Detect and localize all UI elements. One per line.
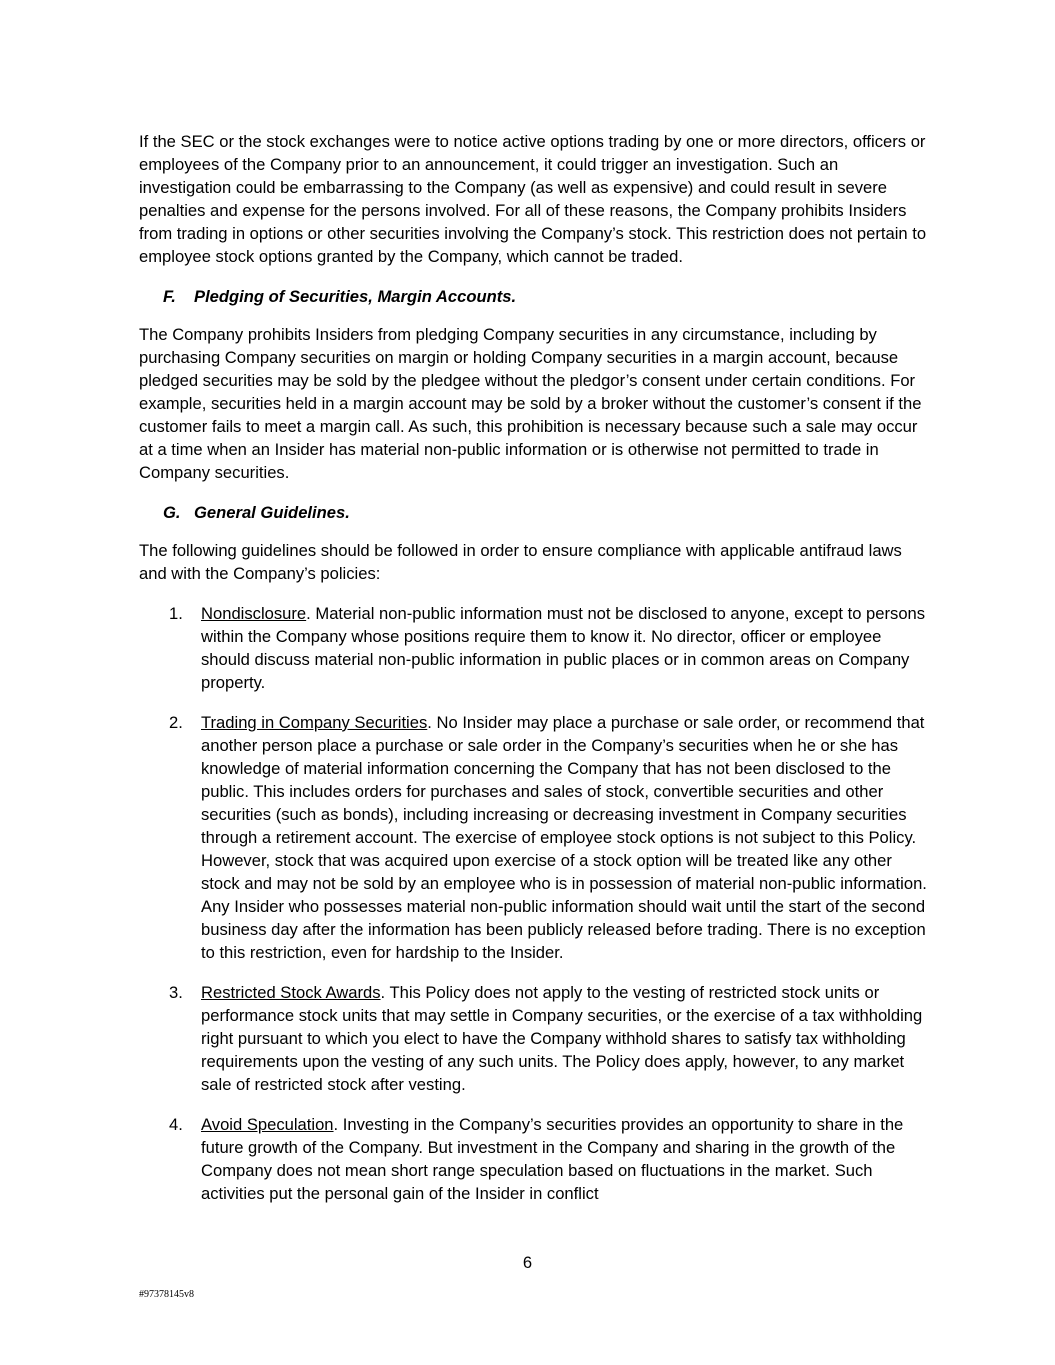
guideline-title: Nondisclosure <box>201 604 307 623</box>
section-f-letter: F. <box>163 287 176 306</box>
guideline-text: . This Policy does not apply to the vesting of restricted stock units or performance stock units that may settle in Company securities, or the exercise of a tax withholding right pursuant to which you elect to have the Company withhold shares to satisfy tax withholding requirements upon the vesting of any such units. The Policy does apply, however, to any market sale of restricted stock after vesting. <box>201 983 923 1094</box>
page-number: 6 <box>522 1253 533 1272</box>
guideline-restricted-stock-awards <box>139 981 929 1096</box>
intro-paragraph: If the SEC or the stock exchanges were to notice active options trading by one or more directors, officers or employees of the Company prior to an announcement, it could trigger an investigation. Such an investigation could be embarrassing to the Company (as well as expensive) and could result in severe penalties and expense for the persons involved. For all of these reasons, the Company prohibits Insiders from trading in options or other securities involving the Company’s stock. This restriction does not pertain to employee stock options granted by the Company, which cannot be traded. <box>139 132 927 266</box>
guideline-number: 2. <box>169 713 183 732</box>
guideline-trading-in-company-securities <box>139 711 929 964</box>
guideline-text: . Material non-public information must not be disclosed to anyone, except to persons within the Company whose positions require them to know it. No director, officer or employee should discuss material non-public information in public places or in common areas on Company property. <box>201 604 926 692</box>
section-f-body: The Company prohibits Insiders from pledging Company securities in any circumstance, including by purchasing Company securities on margin or holding Company securities in a margin account, because pledged securities may be sold by the pledgee without the pledgor’s consent under certain conditions. For example, securities held in a margin account may be sold by a broker without the customer’s consent if the customer fails to meet a margin call. As such, this prohibition is necessary because such a sale may occur at a time when an Insider has material non-public information or is otherwise not permitted to trade in Company securities. <box>139 325 922 482</box>
guideline-title: Trading in Company Securities <box>201 713 428 732</box>
guideline-number: 1. <box>169 604 183 623</box>
section-g-heading <box>163 501 929 524</box>
section-f-heading <box>163 285 929 308</box>
guideline-nondisclosure <box>139 602 929 694</box>
guideline-number: 3. <box>169 983 183 1002</box>
document-body <box>139 130 929 1222</box>
guideline-title: Restricted Stock Awards <box>201 983 381 1002</box>
guidelines-list <box>139 602 929 1205</box>
section-g-intro: The following guidelines should be followed in order to ensure compliance with applicable antifraud laws and with the Company’s policies: <box>139 541 902 583</box>
section-g-title: General Guidelines. <box>194 503 350 522</box>
guideline-text: . No Insider may place a purchase or sale order, or recommend that another person place a purchase or sale order in the Company’s securities when he or she has knowledge of material information concerning the Company that has not been disclosed to the public. This includes orders for purchases and sales of stock, convertible securities and other securities (such as bonds), including increasing or decreasing investment in Company securities through a retirement account. The exercise of employee stock options is not subject to this Policy. However, stock that was acquired upon exercise of a stock option will be treated like any other stock and may not be sold by an employee who is in possession of material non-public information. Any Insider who possesses material non-public information should wait until the start of the second business day after the information has been publicly released before trading. There is no exception to this restriction, even for hardship to the Insider. <box>201 713 927 962</box>
guideline-number: 4. <box>169 1115 183 1134</box>
section-g-letter: G. <box>163 503 181 522</box>
guideline-title: Avoid Speculation <box>201 1115 334 1134</box>
document-id: #97378145v8 <box>139 1289 194 1300</box>
guideline-avoid-speculation <box>139 1113 929 1205</box>
section-f-title: Pledging of Securities, Margin Accounts. <box>194 287 517 306</box>
guideline-text: . Investing in the Company’s securities provides an opportunity to share in the future growth of the Company. But investment in the Company and sharing in the growth of the Company does not mean short range speculation based on fluctuations in the market. Such activities put the personal gain of the Insider in conflict <box>201 1115 904 1203</box>
